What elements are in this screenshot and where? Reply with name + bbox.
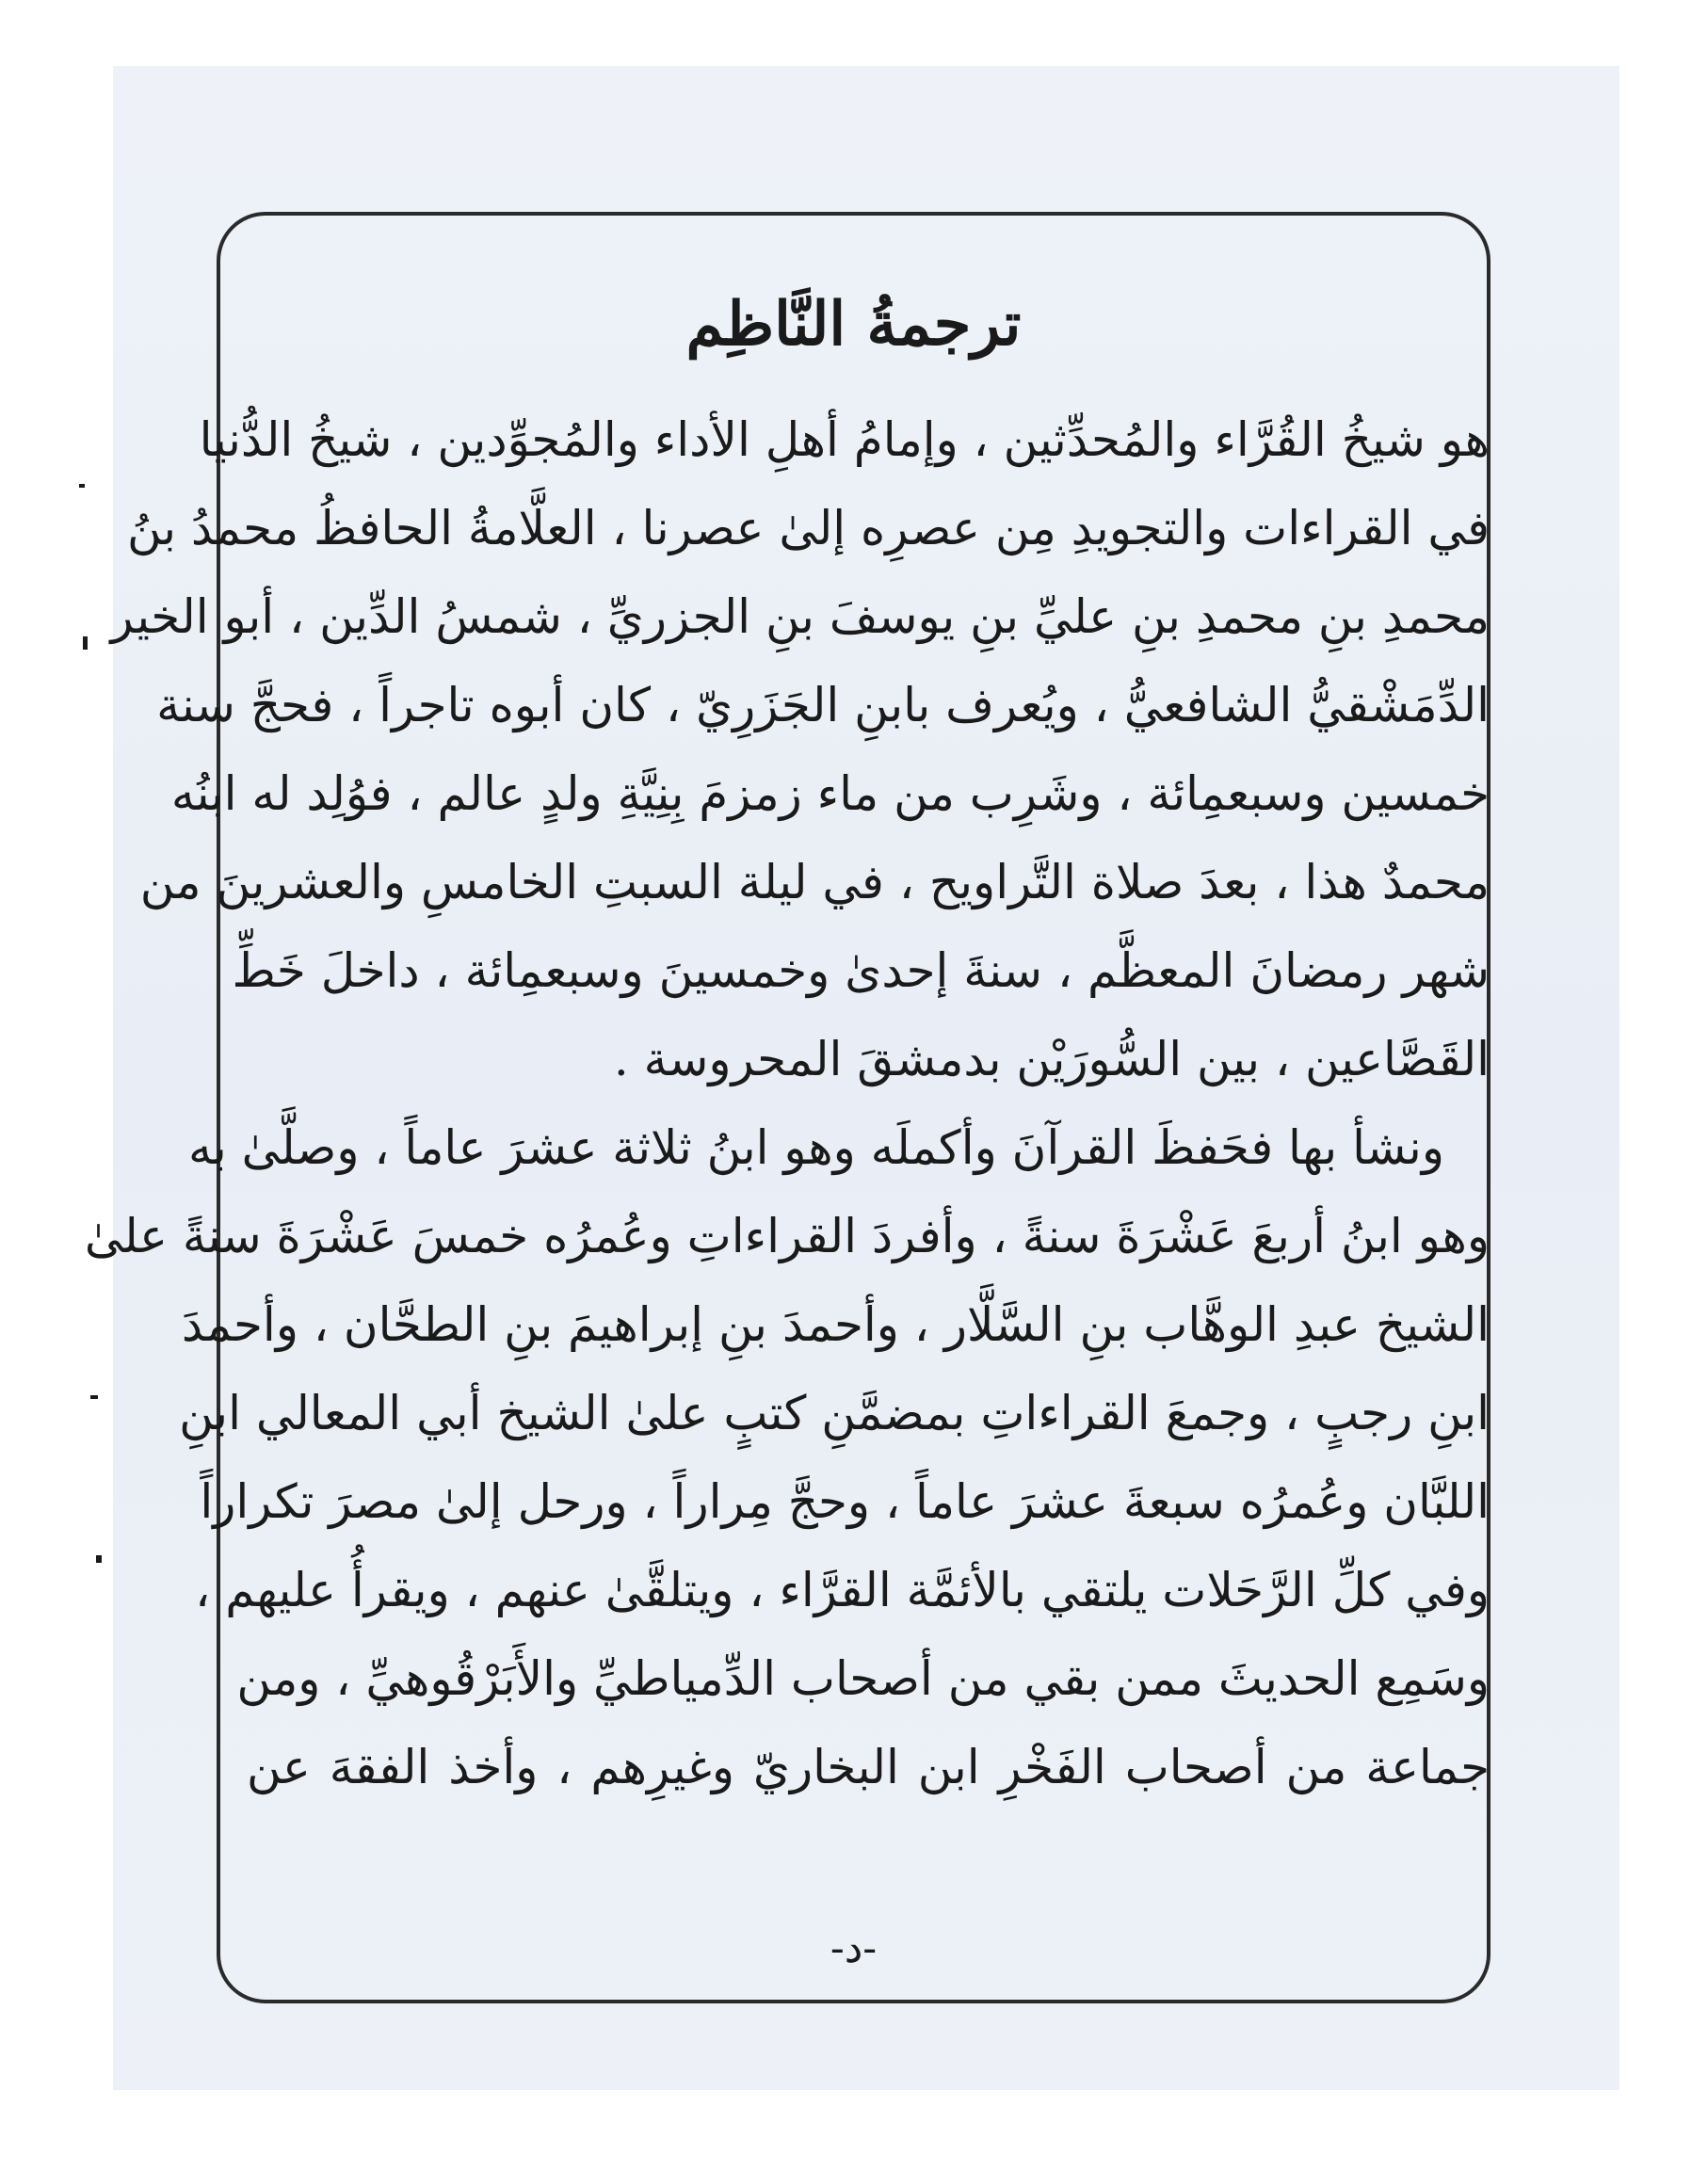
text-line: وسَمِع الحديثَ ممن بقي من أصحاب الدِّمياطيِّ والأَبَرْقُوهيِّ ، ومن xyxy=(236,1651,1490,1706)
margin-mark xyxy=(90,1395,98,1399)
text-line: ابنِ رجبٍ ، وجمعَ القراءاتِ بمضمَّنِ كتبٍ علىٰ الشيخ أبي المعالي ابنِ xyxy=(179,1386,1490,1440)
text-line: جماعة من أصحاب الفَخْرِ ابن البخاريّ وغيرِهم ، وأخذ الفقهَ عن xyxy=(247,1740,1490,1794)
margin-mark xyxy=(83,636,88,650)
text-line: خمسين وسبعمِائة ، وشَرِب من ماء زمزمَ بِنِيَّةِ ولدٍ عالم ، فوُلِد له ابنُه xyxy=(170,766,1490,821)
margin-mark xyxy=(96,1555,102,1563)
text-line: الشيخ عبدِ الوهَّاب بنِ السَّلَّار ، وأحمدَ بنِ إبراهيمَ بنِ الطحَّان ، وأحمدَ xyxy=(181,1297,1490,1352)
page-title: ترجمةُ النَّاظِم xyxy=(685,289,1022,360)
margin-mark xyxy=(79,484,85,488)
text-line: محمدِ بنِ محمدِ بنِ عليِّ بنِ يوسفَ بنِ الجزريِّ ، شمسُ الدِّين ، أبو الخير xyxy=(110,589,1490,644)
text-line: شهر رمضانَ المعظَّم ، سنةَ إحدىٰ وخمسينَ وسبعمِائة ، داخلَ خَطِّ xyxy=(232,943,1490,998)
text-line: وفي كلِّ الرَّحَلات يلتقي بالأئمَّة القرَّاء ، ويتلقَّىٰ عنهم ، ويقرأُ عليهم ، xyxy=(195,1563,1490,1617)
text-line: الدِّمَشْقيُّ الشافعيُّ ، ويُعرف بابنِ الجَزَرِيّ ، كان أبوه تاجراً ، فحجَّ سنة xyxy=(156,678,1490,732)
text-line: هو شيخُ القُرَّاء والمُحدِّثين ، وإمامُ أهلِ الأداء والمُجوِّدين ، شيخُ الدُّنيا xyxy=(199,412,1490,467)
text-line: اللبَّان وعُمرُه سبعةَ عشرَ عاماً ، وحجَّ مِراراً ، ورحل إلىٰ مصرَ تكراراً xyxy=(200,1474,1490,1529)
text-line: في القراءات والتجويدِ مِن عصرِه إلىٰ عصرنا ، العلَّامةُ الحافظُ محمدُ بنُ xyxy=(127,501,1490,555)
biography-text xyxy=(84,395,1490,1811)
text-line: القَصَّاعين ، بين السُّورَيْن بدمشقَ المحروسة . xyxy=(613,1032,1490,1086)
text-line: محمدٌ هذا ، بعدَ صلاة التَّراويح ، في ليلة السبتِ الخامسِ والعشرينَ من xyxy=(139,855,1490,909)
text-line: وهو ابنُ أربعَ عَشْرَةَ سنةً ، وأفردَ القراءاتِ وعُمرُه خمسَ عَشْرَةَ سنةً علىٰ xyxy=(84,1209,1490,1263)
text-line: ونشأ بها فحَفظَ القرآنَ وأكملَه وهو ابنُ ثلاثة عشرَ عاماً ، وصلَّىٰ به xyxy=(188,1120,1444,1175)
page-number: -د- xyxy=(830,1924,878,1972)
